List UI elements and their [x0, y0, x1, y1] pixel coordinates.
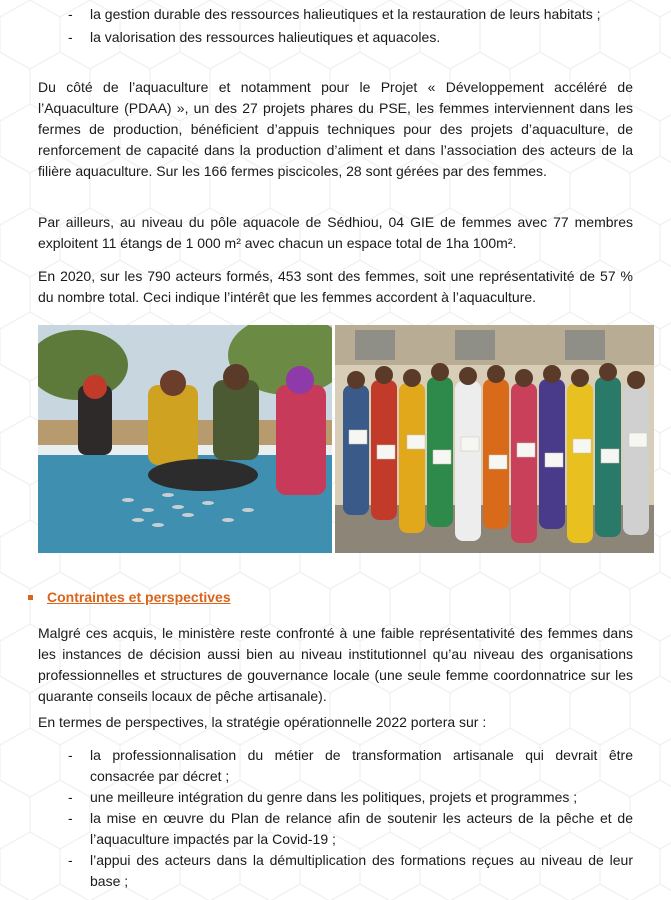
dash-marker: -: [68, 29, 73, 45]
dash-marker: -: [68, 789, 73, 805]
list-item: - la gestion durable des ressources halieutiques et la restauration de leurs habitats ;: [0, 4, 671, 25]
list-item: - une meilleure intégration du genre dans les politiques, projets et programmes ;: [0, 787, 671, 808]
section-heading: Contraintes et perspectives: [28, 587, 231, 607]
paragraph-sedhiou: Par ailleurs, au niveau du pôle aquacole de Sédhiou, 04 GIE de femmes avec 77 membres exploitent 11 étangs de 1 000 m² avec chacun un espace total de 1ha 100m².: [38, 214, 633, 251]
photo-strip: [38, 325, 654, 553]
photo-fish-basin: [38, 325, 332, 553]
paragraph-pdaa: Du côté de l’aquaculture et notamment pour le Projet « Développement accéléré de l’Aquaculture (PDAA) », un des 27 projets phares du PSE, les femmes interviennent dans les fermes de production, bénéficient d’appuis techniques pour des projets d’aquaculture, de renforcement de capacité dans la production d’aliment et dans l’association des acteurs de la filière aquaculture. Sur les 166 fermes piscicoles, 28 sont gérées par des femmes.: [38, 79, 633, 179]
bottom-bullet-list: [0, 745, 671, 892]
top-bullet-list: [0, 4, 671, 48]
dash-marker: -: [68, 6, 73, 22]
photo-group-certificates: [335, 325, 654, 553]
list-item: - la valorisation des ressources halieutiques et aquacoles.: [0, 27, 671, 48]
dash-marker: -: [68, 810, 73, 826]
list-item: - la professionnalisation du métier de transformation artisanale qui devrait être consacrée par décret ;: [68, 747, 633, 784]
dash-marker: -: [68, 852, 73, 868]
paragraph-contraintes: Malgré ces acquis, le ministère reste confronté à une faible représentativité des femmes dans les instances de décision aussi bien au niveau institutionnel qu’au niveau des organisations professionnelles et structures de gouvernance locale (une seule femme coordonnatrice sur les quarante conseils locaux de pêche artisanale).: [38, 625, 633, 704]
dash-marker: -: [68, 747, 73, 763]
list-item: - la mise en œuvre du Plan de relance afin de soutenir les acteurs de la pêche et de l’aquaculture impactés par la Covid-19 ;: [68, 810, 633, 847]
paragraph-perspectives: En termes de perspectives, la stratégie opérationnelle 2022 portera sur :: [38, 714, 487, 730]
paragraph-formation: En 2020, sur les 790 acteurs formés, 453 sont des femmes, soit une représentativité de 57 % du nombre total. Ceci indique l’intérêt que les femmes accordent à l’aquaculture.: [38, 268, 633, 305]
square-bullet-icon: [28, 595, 33, 600]
list-item: - l’appui des acteurs dans la démultiplication des formations reçues au niveau de leur base ;: [68, 852, 633, 889]
